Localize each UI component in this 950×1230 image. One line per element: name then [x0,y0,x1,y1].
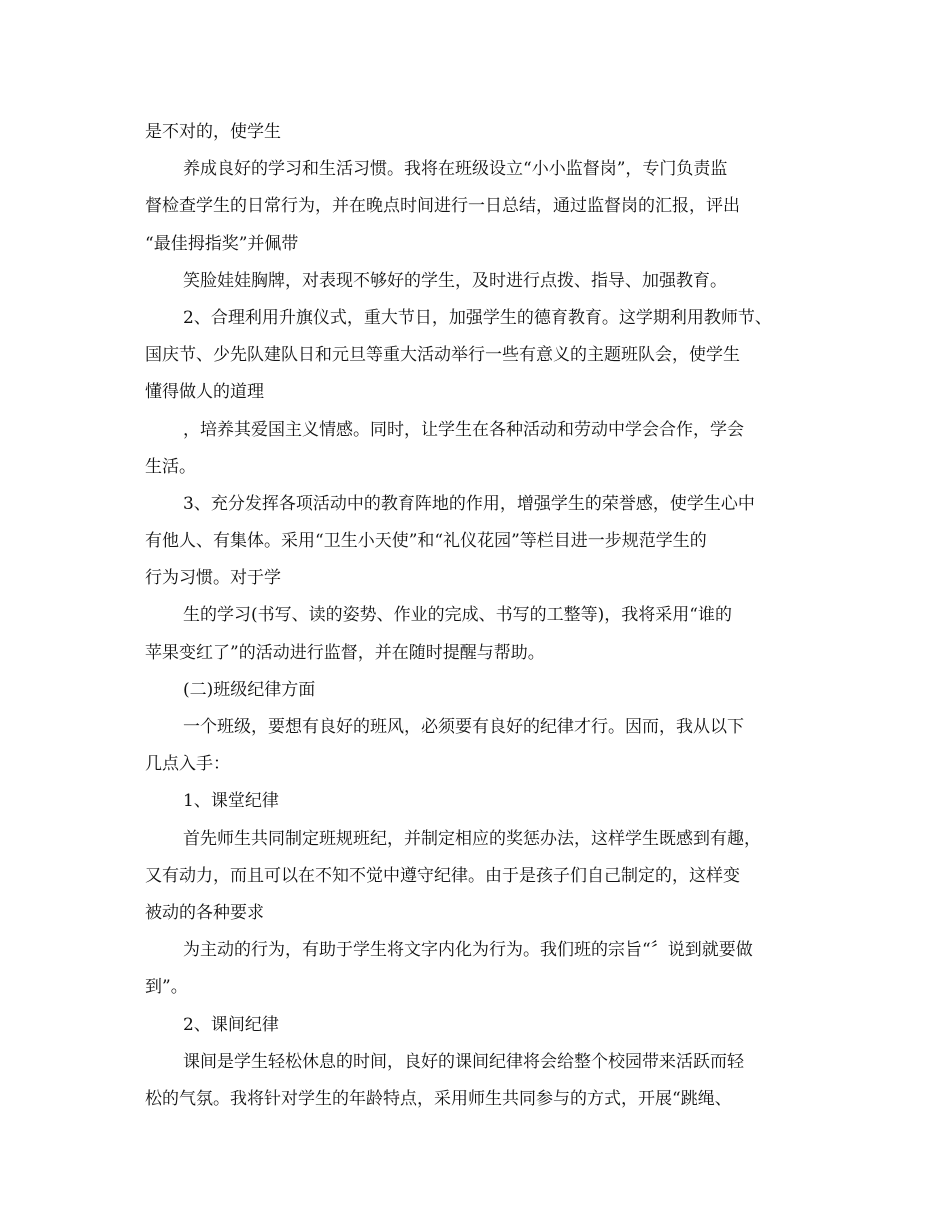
text-line: 2、课间纪律 [183,1014,279,1035]
text-line: “最佳拇指奖”并佩带 [145,233,299,254]
text-line: 松的气氛。我将针对学生的年龄特点，采用师生共同参与的方式，开展“跳绳、 [145,1088,732,1109]
text-line: 1、课堂纪律 [183,791,279,812]
text-line: 笑脸娃娃胸牌，对表现不够好的学生，及时进行点拨、指导、加强教育。 [183,270,727,291]
text-line: 一个班级，要想有良好的班风，必须要有良好的纪律才行。因而，我从以下 [183,717,744,737]
text-line: (二)班级纪律方面 [183,679,316,700]
text-line: 几点入手： [145,754,230,775]
body-text [145,114,825,1118]
text-line: 被动的各种要求 [145,902,264,923]
text-line: 国庆节、少先队建队日和元旦等重大活动举行一些有意义的主题班队会，使学生 [145,345,740,366]
text-line: 又有动力，而且可以在不知不觉中遵守纪律。由于是孩子们自己制定的，这样变 [145,865,740,886]
text-line: 懂得做人的道理 [145,382,264,403]
text-line: 2、合理利用升旗仪式，重大节日，加强学生的德育教育。这学期利用教师节、 [183,307,772,328]
text-line: 首先师生共同制定班规班纪，并制定相应的奖惩办法，这样学生既感到有趣， [183,828,761,849]
text-line: 为主动的行为，有助于学生将文字内化为行为。我们班的宗旨“〞说到就要做 [183,940,753,961]
text-line: 行为习惯。对于学 [145,568,281,589]
text-line: 有他人、有集体。采用“卫生小天使”和“礼仪花园”等栏目进一步规范学生的 [145,531,707,552]
text-line: 是不对的，使学生 [145,122,281,142]
text-line: 3、充分发挥各项活动中的教育阵地的作用，增强学生的荣誉感，使学生心中 [183,493,755,514]
text-line: ，培养其爱国主义情感。同时，让学生在各种活动和劳动中学会合作，学会 [183,419,744,440]
text-line: 到”。 [145,977,188,998]
text-line: 生的学习(书写、读的姿势、作业的完成、书写的工整等)，我将采用“谁的 [183,605,732,626]
text-line: 课间是学生轻松休息的时间，良好的课间纪律将会给整个校园带来活跃而轻 [183,1051,744,1072]
text-line: 养成良好的学习和生活习惯。我将在班级设立“小小监督岗”，专门负责监 [183,159,728,180]
text-line: 生活。 [145,456,196,477]
text-line: 苹果变红了”的活动进行监督，并在随时提醒与帮助。 [145,642,545,663]
text-line: 督检查学生的日常行为，并在晚点时间进行一日总结，通过监督岗的汇报，评出 [145,196,740,217]
